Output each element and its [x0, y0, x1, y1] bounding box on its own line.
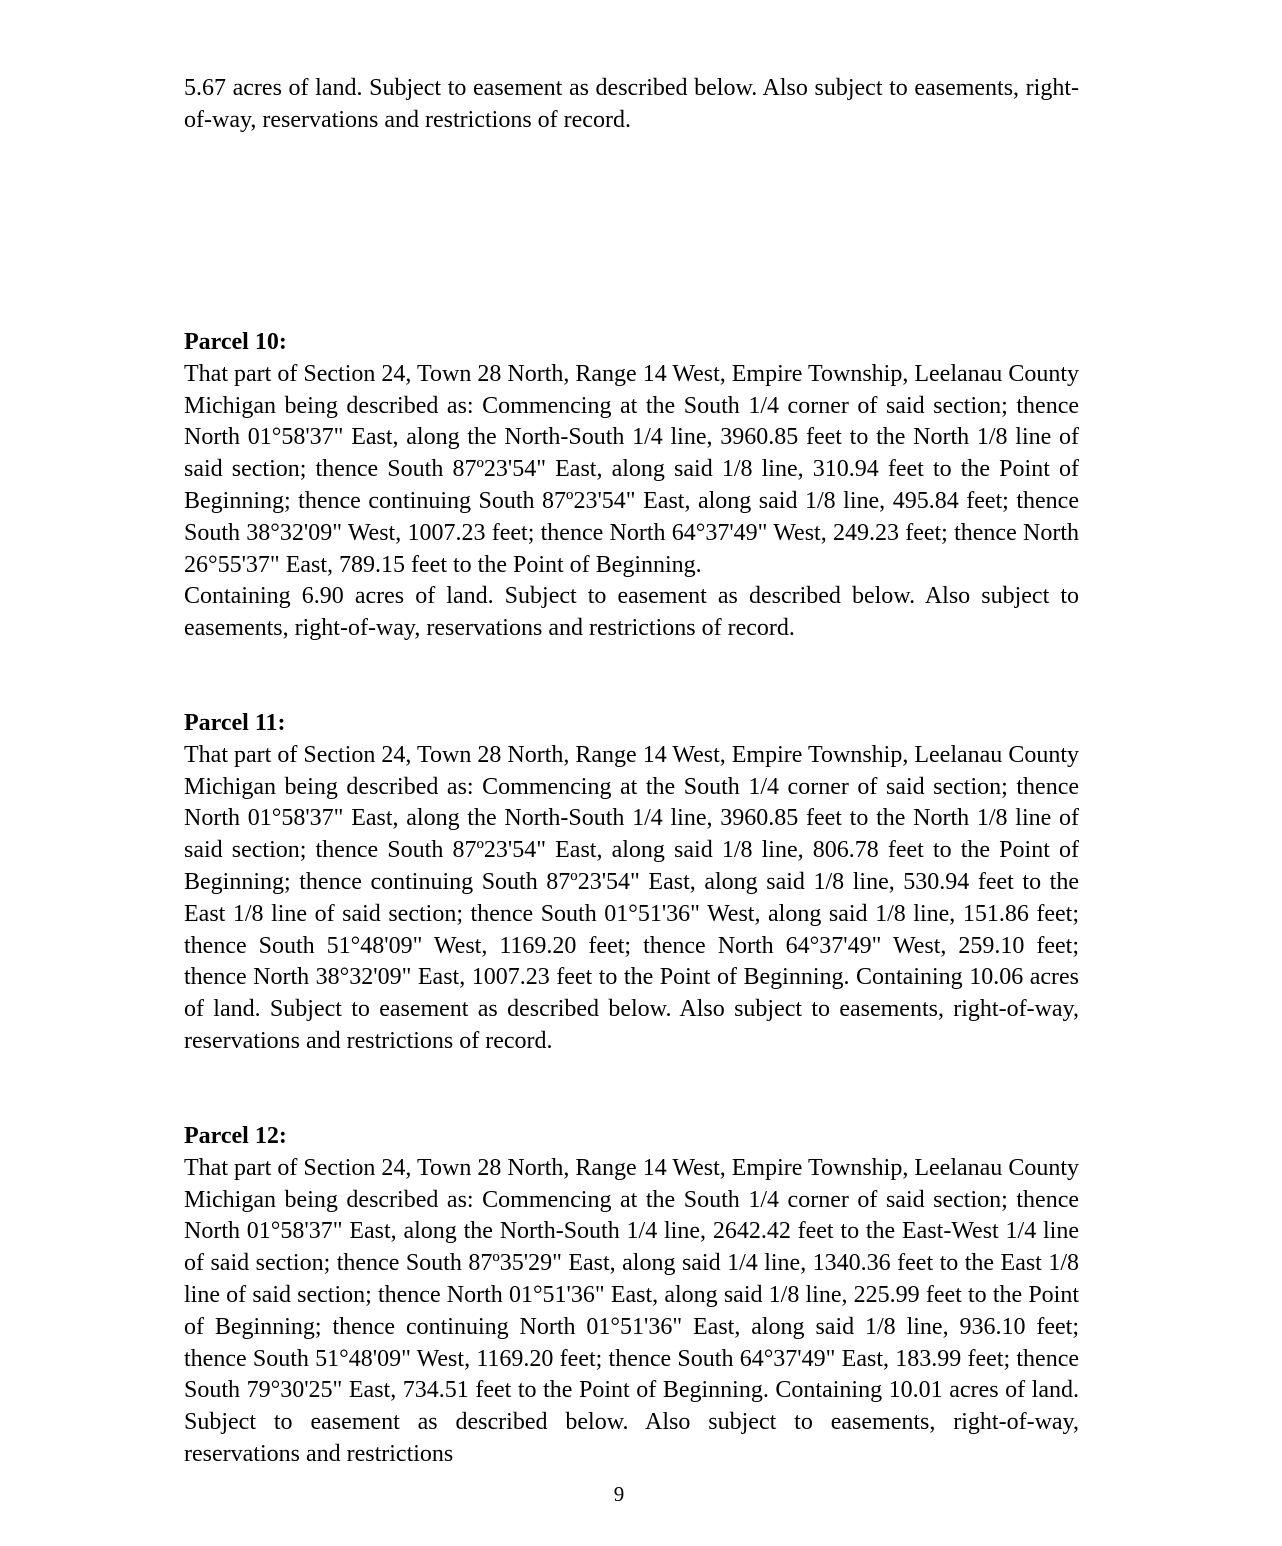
parcel-12-section — [184, 1121, 1079, 1471]
parcel-11-section — [184, 708, 1079, 1058]
parcel-10-acreage: Containing 6.90 acres of land. Subject to easement as described below. Also subject to easements, right-of-way, reservations and restrictions of record. — [184, 583, 1079, 642]
parcel-12-description: That part of Section 24, Town 28 North, Range 14 West, Empire Township, Leelanau County Michigan being described as: Commencing at the South 1/4 corner of said section; thence North 01°58'37" East, along the North-South 1/4 line, 2642.42 feet to the East-West 1/4 line of said section; thence South 87º35'29" East, along said 1/4 line, 1340.36 feet to the East 1/8 line of said section; thence North 01°51'36" East, along said 1/8 line, 225.99 feet to the Point of Beginning; thence continuing North 01°51'36" East, along said 1/8 line, 936.10 feet; thence South 51°48'09" West, 1169.20 feet; thence South 64°37'49" East, 183.99 feet; thence South 79°30'25" East, 734.51 feet to the Point of Beginning. Containing 10.01 acres of land. Subject to easement as described below. Also subject to easements, right-of-way, reservations and restrictions — [184, 1154, 1079, 1467]
page-number: 9 — [613, 1482, 625, 1506]
parcel-11-heading: Parcel 11: — [184, 710, 286, 736]
parcel-10-description: That part of Section 24, Town 28 North, Range 14 West, Empire Township, Leelanau County Michigan being described as: Commencing at the South 1/4 corner of said section; thence North 01°58'37" East, along the North-South 1/4 line, 3960.85 feet to the North 1/8 line of said section; thence South 87º23'54" East, along said 1/8 line, 310.94 feet to the Point of Beginning; thence continuing South 87º23'54" East, along said 1/8 line, 495.84 feet; thence South 38°32'09" West, 1007.23 feet; thence North 64°37'49" West, 249.23 feet; thence North 26°55'37" East, 789.15 feet to the Point of Beginning. — [184, 360, 1079, 578]
parcel-10-section — [184, 327, 1079, 645]
parcel-12-heading: Parcel 12: — [184, 1123, 287, 1149]
intro-section — [184, 73, 1079, 137]
intro-paragraph: 5.67 acres of land. Subject to easement as described below. Also subject to easements, right-of-way, reservations and restrictions of record. — [184, 75, 1079, 133]
parcel-11-description: That part of Section 24, Town 28 North, Range 14 West, Empire Township, Leelanau County Michigan being described as: Commencing at the South 1/4 corner of said section; thence North 01°58'37" East, along the North-South 1/4 line, 3960.85 feet to the North 1/8 line of said section; thence South 87º23'54" East, along said 1/8 line, 806.78 feet to the Point of Beginning; thence continuing South 87º23'54" East, along said 1/8 line, 530.94 feet to the East 1/8 line of said section; thence South 01°51'36" West, along said 1/8 line, 151.86 feet; thence South 51°48'09" West, 1169.20 feet; thence North 64°37'49" West, 259.10 feet; thence North 38°32'09" East, 1007.23 feet to the Point of Beginning. Containing 10.06 acres of land. Subject to easement as described below. Also subject to easements, right-of-way, reservations and restrictions of record. — [184, 741, 1079, 1054]
parcel-10-heading: Parcel 10: — [184, 329, 287, 355]
